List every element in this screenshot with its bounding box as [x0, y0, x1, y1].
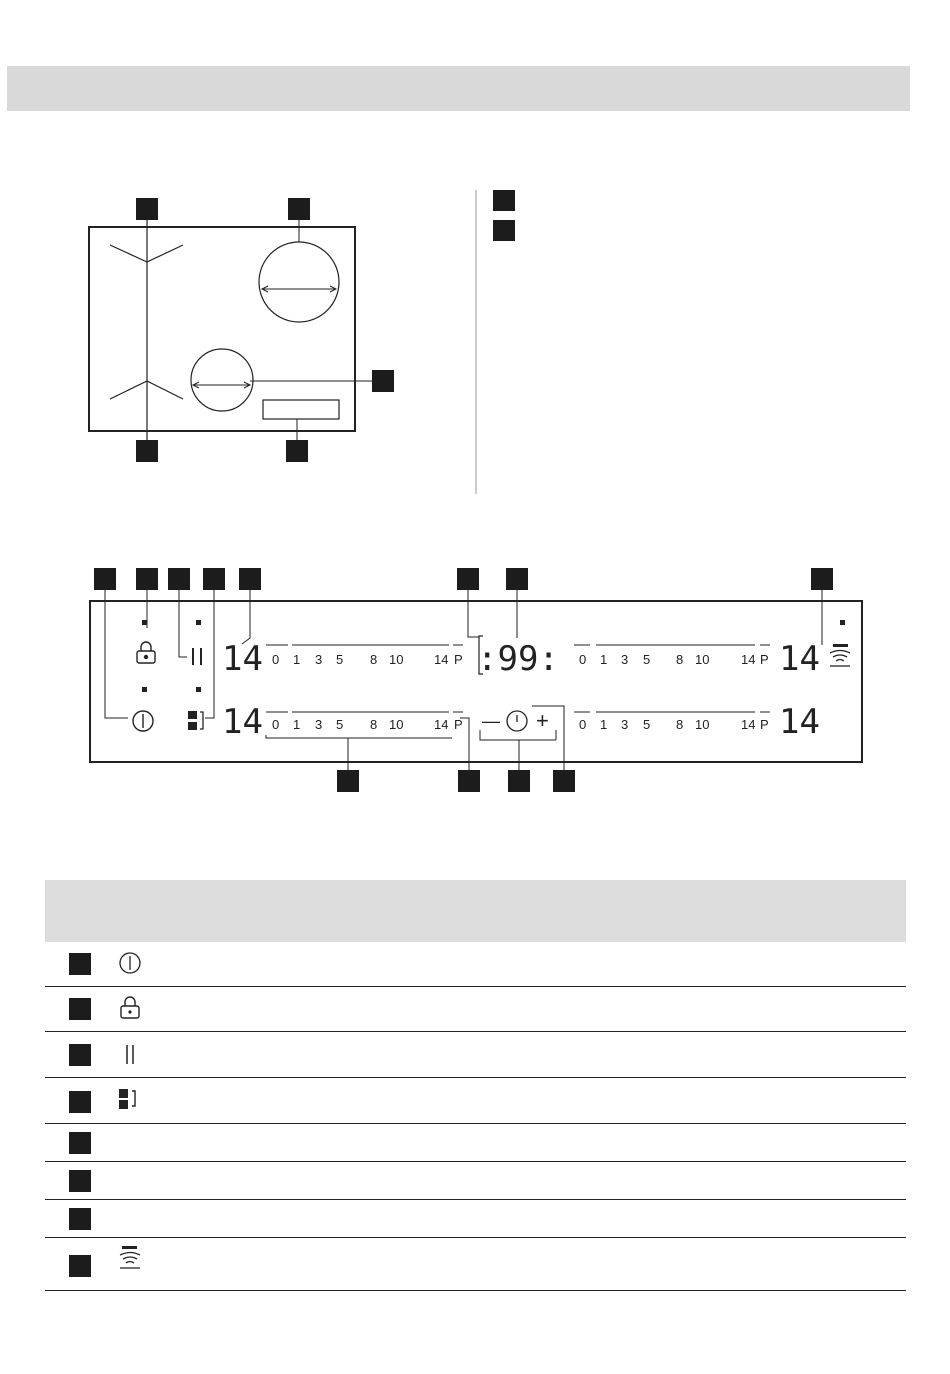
svg-text:3: 3 [621, 717, 629, 732]
svg-text:8: 8 [676, 652, 684, 667]
row-number-marker [69, 1170, 91, 1192]
power-icon [117, 950, 143, 981]
row-number-marker [69, 1044, 91, 1066]
pause-icon [117, 1042, 143, 1073]
table-row [45, 1032, 906, 1078]
svg-text:P: P [760, 717, 769, 732]
table-row [45, 1124, 906, 1162]
timer-icon [507, 711, 527, 731]
svg-text:1: 1 [293, 652, 301, 667]
power-level-display-bottom-right: 14 [779, 702, 820, 742]
panel-callouts-top [94, 568, 833, 590]
scale-top-left [272, 652, 463, 667]
svg-text:5: 5 [643, 652, 651, 667]
timer-display: :99: [477, 639, 559, 679]
svg-text:10: 10 [389, 652, 404, 667]
svg-text:0: 0 [272, 717, 280, 732]
svg-text:0: 0 [579, 717, 587, 732]
scale-bottom-left [272, 717, 463, 732]
svg-text:10: 10 [389, 717, 404, 732]
panel-callouts-bottom [337, 770, 575, 792]
svg-text:0: 0 [579, 652, 587, 667]
lock-icon [117, 996, 143, 1027]
svg-text:P: P [454, 652, 463, 667]
panel-lock-icon [137, 642, 155, 663]
svg-text:14: 14 [434, 717, 449, 732]
svg-text:1: 1 [600, 717, 608, 732]
table-row [45, 942, 906, 987]
table-row [45, 987, 906, 1032]
scale-top-right [579, 652, 769, 667]
svg-text:1: 1 [293, 717, 301, 732]
svg-text:8: 8 [370, 717, 378, 732]
legend-table [45, 880, 906, 1291]
control-panel-outline [90, 601, 862, 762]
panel-power-icon [133, 711, 153, 731]
table-row [45, 1162, 906, 1200]
timer-minus-button: — [482, 711, 500, 731]
svg-text:1: 1 [600, 652, 608, 667]
power-level-display-bottom-left: 14 [222, 702, 263, 742]
svg-text:5: 5 [336, 652, 344, 667]
scale-bottom-right [579, 717, 769, 732]
svg-text:10: 10 [695, 717, 710, 732]
table-header [45, 880, 906, 942]
svg-text:5: 5 [643, 717, 651, 732]
bridge-icon [117, 1087, 143, 1118]
svg-text:P: P [454, 717, 463, 732]
svg-text:8: 8 [676, 717, 684, 732]
svg-text:3: 3 [621, 652, 629, 667]
svg-text:P: P [760, 652, 769, 667]
row-number-marker [69, 1208, 91, 1230]
svg-text:14: 14 [741, 652, 756, 667]
power-level-display-top-right: 14 [779, 639, 820, 679]
power-level-display-top-left: 14 [222, 639, 263, 679]
hob-hood-icon [117, 1244, 143, 1275]
svg-text:10: 10 [695, 652, 710, 667]
row-number-marker [69, 1091, 91, 1113]
row-number-marker [69, 998, 91, 1020]
table-row [45, 1200, 906, 1238]
table-row [45, 1078, 906, 1124]
svg-text:8: 8 [370, 652, 378, 667]
row-number-marker [69, 953, 91, 975]
svg-text:14: 14 [741, 717, 756, 732]
panel-bridge-icon [188, 711, 203, 730]
panel-pause-icon [193, 648, 201, 665]
timer-plus-button: + [536, 708, 549, 733]
svg-text:0: 0 [272, 652, 280, 667]
svg-text:3: 3 [315, 652, 323, 667]
table-row [45, 1238, 906, 1291]
panel-hob-hood-icon [830, 644, 850, 666]
row-number-marker [69, 1255, 91, 1277]
svg-text:14: 14 [434, 652, 449, 667]
row-number-marker [69, 1132, 91, 1154]
svg-text:5: 5 [336, 717, 344, 732]
svg-text:3: 3 [315, 717, 323, 732]
